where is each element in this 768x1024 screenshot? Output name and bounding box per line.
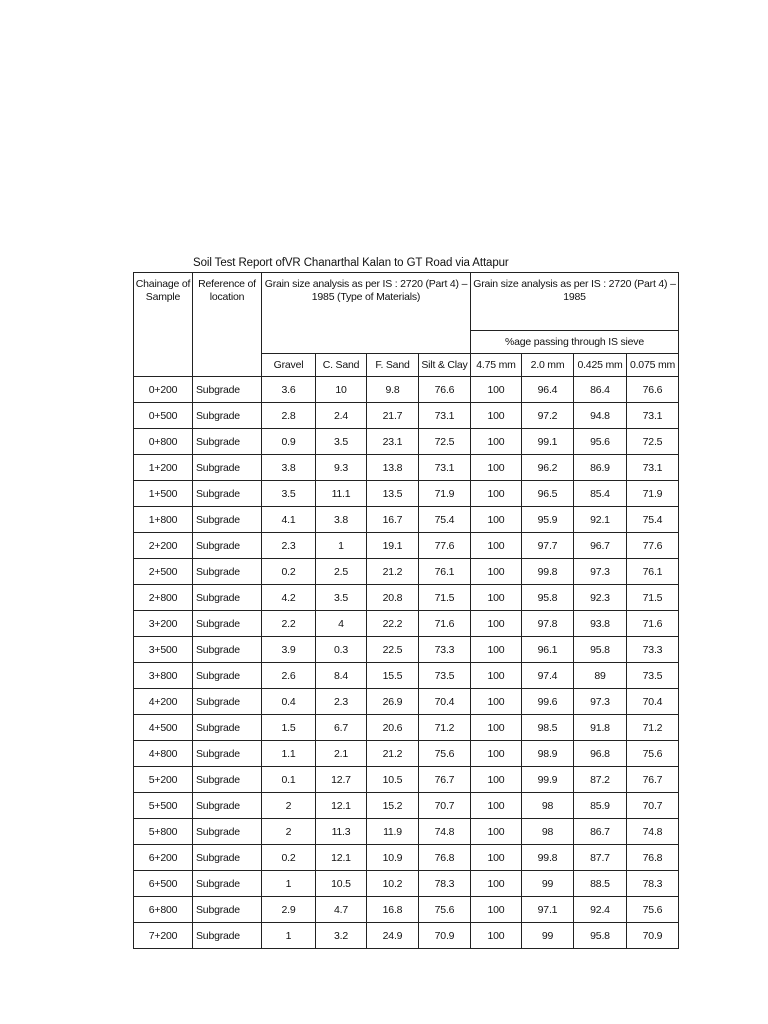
sieve-0-425-cell: 85.9	[574, 793, 627, 819]
sieve-0-075-cell: 73.1	[627, 455, 679, 481]
sieve-0-425-cell: 87.7	[574, 845, 627, 871]
location-cell: Subgrade	[193, 585, 262, 611]
silt-clay-cell: 73.1	[419, 455, 471, 481]
chainage-cell: 3+500	[134, 637, 193, 663]
sieve-0-425-cell: 95.8	[574, 637, 627, 663]
c-sand-cell: 10	[316, 377, 367, 403]
sieve-0-425-cell: 92.4	[574, 897, 627, 923]
silt-clay-cell: 76.6	[419, 377, 471, 403]
f-sand-cell: 13.5	[367, 481, 419, 507]
silt-clay-cell: 76.1	[419, 559, 471, 585]
header-silt-clay: Silt & Clay	[419, 354, 471, 377]
silt-clay-cell: 77.6	[419, 533, 471, 559]
sieve-2-0-cell: 99	[522, 871, 574, 897]
sieve-4-75-cell: 100	[471, 533, 522, 559]
table-row	[134, 871, 679, 897]
header-passing-sieve: %age passing through IS sieve	[471, 331, 679, 354]
silt-clay-cell: 71.2	[419, 715, 471, 741]
silt-clay-cell: 73.5	[419, 663, 471, 689]
chainage-cell: 1+500	[134, 481, 193, 507]
sieve-2-0-cell: 95.8	[522, 585, 574, 611]
f-sand-cell: 23.1	[367, 429, 419, 455]
chainage-cell: 1+200	[134, 455, 193, 481]
c-sand-cell: 8.4	[316, 663, 367, 689]
table-row	[134, 585, 679, 611]
header-sieve-2-0: 2.0 mm	[522, 354, 574, 377]
sieve-2-0-cell: 99.9	[522, 767, 574, 793]
table-row	[134, 663, 679, 689]
sieve-4-75-cell: 100	[471, 793, 522, 819]
chainage-cell: 0+800	[134, 429, 193, 455]
chainage-cell: 2+200	[134, 533, 193, 559]
header-gravel: Gravel	[262, 354, 316, 377]
silt-clay-cell: 76.8	[419, 845, 471, 871]
sieve-2-0-cell: 98.5	[522, 715, 574, 741]
c-sand-cell: 3.8	[316, 507, 367, 533]
c-sand-cell: 2.4	[316, 403, 367, 429]
table-row	[134, 429, 679, 455]
header-sieve-0-075: 0.075 mm	[627, 354, 679, 377]
sieve-4-75-cell: 100	[471, 715, 522, 741]
silt-clay-cell: 70.7	[419, 793, 471, 819]
chainage-cell: 5+800	[134, 819, 193, 845]
f-sand-cell: 13.8	[367, 455, 419, 481]
header-f-sand: F. Sand	[367, 354, 419, 377]
chainage-cell: 3+200	[134, 611, 193, 637]
soil-test-table	[133, 272, 679, 949]
header-row-1	[134, 273, 679, 331]
chainage-cell: 2+800	[134, 585, 193, 611]
sieve-2-0-cell: 97.7	[522, 533, 574, 559]
sieve-2-0-cell: 99.8	[522, 559, 574, 585]
sieve-2-0-cell: 98.9	[522, 741, 574, 767]
location-cell: Subgrade	[193, 559, 262, 585]
sieve-0-075-cell: 71.2	[627, 715, 679, 741]
sieve-0-075-cell: 73.1	[627, 403, 679, 429]
gravel-cell: 0.4	[262, 689, 316, 715]
location-cell: Subgrade	[193, 897, 262, 923]
table-row	[134, 689, 679, 715]
location-cell: Subgrade	[193, 481, 262, 507]
chainage-cell: 6+200	[134, 845, 193, 871]
sieve-2-0-cell: 98	[522, 793, 574, 819]
c-sand-cell: 4	[316, 611, 367, 637]
sieve-2-0-cell: 96.1	[522, 637, 574, 663]
sieve-0-075-cell: 71.5	[627, 585, 679, 611]
chainage-cell: 4+200	[134, 689, 193, 715]
gravel-cell: 0.2	[262, 845, 316, 871]
f-sand-cell: 10.5	[367, 767, 419, 793]
location-cell: Subgrade	[193, 507, 262, 533]
location-cell: Subgrade	[193, 637, 262, 663]
f-sand-cell: 21.2	[367, 559, 419, 585]
sieve-0-425-cell: 86.9	[574, 455, 627, 481]
sieve-0-075-cell: 76.1	[627, 559, 679, 585]
table-row	[134, 455, 679, 481]
gravel-cell: 1.1	[262, 741, 316, 767]
sieve-4-75-cell: 100	[471, 585, 522, 611]
sieve-0-075-cell: 70.4	[627, 689, 679, 715]
sieve-2-0-cell: 99.8	[522, 845, 574, 871]
sieve-0-075-cell: 75.6	[627, 741, 679, 767]
gravel-cell: 3.8	[262, 455, 316, 481]
c-sand-cell: 6.7	[316, 715, 367, 741]
sieve-0-075-cell: 75.6	[627, 897, 679, 923]
location-cell: Subgrade	[193, 455, 262, 481]
gravel-cell: 2	[262, 793, 316, 819]
c-sand-cell: 9.3	[316, 455, 367, 481]
chainage-cell: 6+800	[134, 897, 193, 923]
report-title: Soil Test Report ofVR Chanarthal Kalan to GT Road via Attapur	[193, 257, 509, 269]
gravel-cell: 4.2	[262, 585, 316, 611]
c-sand-cell: 12.1	[316, 845, 367, 871]
sieve-0-425-cell: 86.7	[574, 819, 627, 845]
c-sand-cell: 1	[316, 533, 367, 559]
sieve-4-75-cell: 100	[471, 481, 522, 507]
sieve-2-0-cell: 98	[522, 819, 574, 845]
sieve-0-075-cell: 70.9	[627, 923, 679, 949]
gravel-cell: 1	[262, 871, 316, 897]
table-row	[134, 715, 679, 741]
sieve-0-425-cell: 92.3	[574, 585, 627, 611]
sieve-0-425-cell: 96.7	[574, 533, 627, 559]
c-sand-cell: 12.1	[316, 793, 367, 819]
silt-clay-cell: 71.5	[419, 585, 471, 611]
sieve-0-075-cell: 78.3	[627, 871, 679, 897]
sieve-4-75-cell: 100	[471, 403, 522, 429]
table-row	[134, 897, 679, 923]
chainage-cell: 0+200	[134, 377, 193, 403]
sieve-0-425-cell: 97.3	[574, 559, 627, 585]
location-cell: Subgrade	[193, 533, 262, 559]
gravel-cell: 2	[262, 819, 316, 845]
table-row	[134, 637, 679, 663]
location-cell: Subgrade	[193, 715, 262, 741]
sieve-0-075-cell: 71.6	[627, 611, 679, 637]
silt-clay-cell: 78.3	[419, 871, 471, 897]
sieve-0-425-cell: 88.5	[574, 871, 627, 897]
f-sand-cell: 11.9	[367, 819, 419, 845]
sieve-0-425-cell: 87.2	[574, 767, 627, 793]
chainage-cell: 3+800	[134, 663, 193, 689]
location-cell: Subgrade	[193, 429, 262, 455]
table-row	[134, 507, 679, 533]
c-sand-cell: 12.7	[316, 767, 367, 793]
sieve-0-075-cell: 72.5	[627, 429, 679, 455]
sieve-0-425-cell: 92.1	[574, 507, 627, 533]
gravel-cell: 2.3	[262, 533, 316, 559]
chainage-cell: 5+200	[134, 767, 193, 793]
sieve-2-0-cell: 97.8	[522, 611, 574, 637]
table-row	[134, 533, 679, 559]
sieve-2-0-cell: 96.5	[522, 481, 574, 507]
gravel-cell: 2.2	[262, 611, 316, 637]
table-row	[134, 481, 679, 507]
sieve-2-0-cell: 97.1	[522, 897, 574, 923]
sieve-4-75-cell: 100	[471, 871, 522, 897]
c-sand-cell: 2.1	[316, 741, 367, 767]
sieve-4-75-cell: 100	[471, 819, 522, 845]
gravel-cell: 1	[262, 923, 316, 949]
gravel-cell: 3.6	[262, 377, 316, 403]
sieve-0-075-cell: 76.6	[627, 377, 679, 403]
silt-clay-cell: 75.6	[419, 741, 471, 767]
sieve-2-0-cell: 96.2	[522, 455, 574, 481]
header-sieve-4-75: 4.75 mm	[471, 354, 522, 377]
c-sand-cell: 3.5	[316, 429, 367, 455]
gravel-cell: 0.1	[262, 767, 316, 793]
silt-clay-cell: 70.9	[419, 923, 471, 949]
sieve-4-75-cell: 100	[471, 507, 522, 533]
header-type-of-materials: Grain size analysis as per IS : 2720 (Part 4) – 1985 (Type of Materials)	[262, 273, 471, 354]
sieve-0-075-cell: 70.7	[627, 793, 679, 819]
sieve-0-425-cell: 95.8	[574, 923, 627, 949]
sieve-0-075-cell: 74.8	[627, 819, 679, 845]
sieve-4-75-cell: 100	[471, 845, 522, 871]
table-row	[134, 559, 679, 585]
sieve-0-425-cell: 95.6	[574, 429, 627, 455]
gravel-cell: 1.5	[262, 715, 316, 741]
table-row	[134, 377, 679, 403]
sieve-2-0-cell: 99.6	[522, 689, 574, 715]
c-sand-cell: 2.3	[316, 689, 367, 715]
f-sand-cell: 15.2	[367, 793, 419, 819]
sieve-2-0-cell: 97.4	[522, 663, 574, 689]
sieve-0-075-cell: 73.3	[627, 637, 679, 663]
sieve-0-075-cell: 76.7	[627, 767, 679, 793]
gravel-cell: 0.2	[262, 559, 316, 585]
f-sand-cell: 10.9	[367, 845, 419, 871]
silt-clay-cell: 73.3	[419, 637, 471, 663]
chainage-cell: 4+800	[134, 741, 193, 767]
sieve-4-75-cell: 100	[471, 741, 522, 767]
gravel-cell: 0.9	[262, 429, 316, 455]
location-cell: Subgrade	[193, 403, 262, 429]
header-chainage: Chainage of Sample	[134, 273, 193, 377]
silt-clay-cell: 70.4	[419, 689, 471, 715]
sieve-2-0-cell: 96.4	[522, 377, 574, 403]
location-cell: Subgrade	[193, 845, 262, 871]
c-sand-cell: 0.3	[316, 637, 367, 663]
f-sand-cell: 20.6	[367, 715, 419, 741]
header-reference: Reference of location	[193, 273, 262, 377]
location-cell: Subgrade	[193, 663, 262, 689]
chainage-cell: 4+500	[134, 715, 193, 741]
table-row	[134, 845, 679, 871]
header-grain-size-analysis: Grain size analysis as per IS : 2720 (Part 4) – 1985	[471, 273, 679, 331]
gravel-cell: 2.8	[262, 403, 316, 429]
sieve-2-0-cell: 99	[522, 923, 574, 949]
f-sand-cell: 22.2	[367, 611, 419, 637]
c-sand-cell: 3.2	[316, 923, 367, 949]
chainage-cell: 6+500	[134, 871, 193, 897]
c-sand-cell: 4.7	[316, 897, 367, 923]
sieve-4-75-cell: 100	[471, 689, 522, 715]
sieve-0-075-cell: 77.6	[627, 533, 679, 559]
sieve-0-425-cell: 93.8	[574, 611, 627, 637]
location-cell: Subgrade	[193, 923, 262, 949]
sieve-0-425-cell: 86.4	[574, 377, 627, 403]
table-row	[134, 923, 679, 949]
silt-clay-cell: 75.6	[419, 897, 471, 923]
f-sand-cell: 16.7	[367, 507, 419, 533]
silt-clay-cell: 74.8	[419, 819, 471, 845]
silt-clay-cell: 72.5	[419, 429, 471, 455]
f-sand-cell: 10.2	[367, 871, 419, 897]
sieve-0-425-cell: 85.4	[574, 481, 627, 507]
gravel-cell: 3.9	[262, 637, 316, 663]
table-row	[134, 403, 679, 429]
silt-clay-cell: 76.7	[419, 767, 471, 793]
table-row	[134, 819, 679, 845]
sieve-0-075-cell: 71.9	[627, 481, 679, 507]
table-row	[134, 741, 679, 767]
sieve-4-75-cell: 100	[471, 767, 522, 793]
gravel-cell: 3.5	[262, 481, 316, 507]
c-sand-cell: 3.5	[316, 585, 367, 611]
location-cell: Subgrade	[193, 767, 262, 793]
chainage-cell: 1+800	[134, 507, 193, 533]
location-cell: Subgrade	[193, 611, 262, 637]
header-c-sand: C. Sand	[316, 354, 367, 377]
chainage-cell: 2+500	[134, 559, 193, 585]
table-row	[134, 611, 679, 637]
sieve-4-75-cell: 100	[471, 377, 522, 403]
sieve-0-075-cell: 75.4	[627, 507, 679, 533]
sieve-2-0-cell: 97.2	[522, 403, 574, 429]
c-sand-cell: 10.5	[316, 871, 367, 897]
sieve-4-75-cell: 100	[471, 637, 522, 663]
sieve-2-0-cell: 99.1	[522, 429, 574, 455]
sieve-0-425-cell: 97.3	[574, 689, 627, 715]
table-row	[134, 793, 679, 819]
sieve-0-425-cell: 89	[574, 663, 627, 689]
location-cell: Subgrade	[193, 819, 262, 845]
sieve-0-425-cell: 91.8	[574, 715, 627, 741]
sieve-4-75-cell: 100	[471, 923, 522, 949]
location-cell: Subgrade	[193, 377, 262, 403]
f-sand-cell: 22.5	[367, 637, 419, 663]
sieve-4-75-cell: 100	[471, 663, 522, 689]
sieve-4-75-cell: 100	[471, 559, 522, 585]
sieve-0-075-cell: 76.8	[627, 845, 679, 871]
gravel-cell: 2.9	[262, 897, 316, 923]
silt-clay-cell: 75.4	[419, 507, 471, 533]
f-sand-cell: 21.7	[367, 403, 419, 429]
location-cell: Subgrade	[193, 741, 262, 767]
chainage-cell: 5+500	[134, 793, 193, 819]
gravel-cell: 2.6	[262, 663, 316, 689]
f-sand-cell: 24.9	[367, 923, 419, 949]
f-sand-cell: 15.5	[367, 663, 419, 689]
sieve-4-75-cell: 100	[471, 455, 522, 481]
sieve-0-425-cell: 94.8	[574, 403, 627, 429]
f-sand-cell: 20.8	[367, 585, 419, 611]
sieve-4-75-cell: 100	[471, 897, 522, 923]
table-row	[134, 767, 679, 793]
f-sand-cell: 16.8	[367, 897, 419, 923]
f-sand-cell: 19.1	[367, 533, 419, 559]
location-cell: Subgrade	[193, 871, 262, 897]
location-cell: Subgrade	[193, 689, 262, 715]
sieve-0-425-cell: 96.8	[574, 741, 627, 767]
sieve-4-75-cell: 100	[471, 429, 522, 455]
c-sand-cell: 2.5	[316, 559, 367, 585]
sieve-4-75-cell: 100	[471, 611, 522, 637]
f-sand-cell: 9.8	[367, 377, 419, 403]
sieve-0-075-cell: 73.5	[627, 663, 679, 689]
silt-clay-cell: 71.6	[419, 611, 471, 637]
f-sand-cell: 26.9	[367, 689, 419, 715]
gravel-cell: 4.1	[262, 507, 316, 533]
c-sand-cell: 11.1	[316, 481, 367, 507]
chainage-cell: 7+200	[134, 923, 193, 949]
f-sand-cell: 21.2	[367, 741, 419, 767]
sieve-2-0-cell: 95.9	[522, 507, 574, 533]
silt-clay-cell: 73.1	[419, 403, 471, 429]
location-cell: Subgrade	[193, 793, 262, 819]
chainage-cell: 0+500	[134, 403, 193, 429]
header-sieve-0-425: 0.425 mm	[574, 354, 627, 377]
silt-clay-cell: 71.9	[419, 481, 471, 507]
c-sand-cell: 11.3	[316, 819, 367, 845]
